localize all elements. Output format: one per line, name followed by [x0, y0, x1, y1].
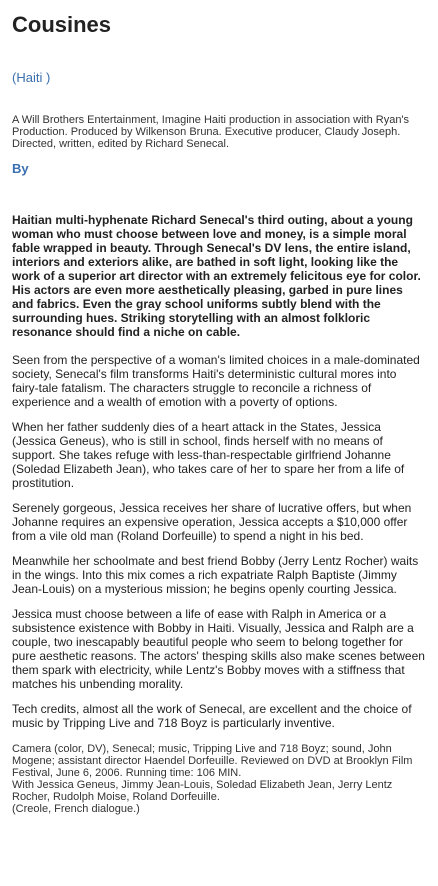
cast-list: With Jessica Geneus, Jimmy Jean-Louis, Soledad Elizabeth Jean, Jerry Lentz Rocher, Rudolph Moise, Roland Dorfeuille.: [12, 779, 393, 803]
tech-credits: Camera (color, DV), Senecal; music, Tripping Live and 718 Boyz; sound, John Mogene; assistant director Haendel Dorfeuille. Reviewed on DVD at Brooklyn Film Festival, June 6, 2006. Running time: 106 MIN.: [12, 743, 413, 779]
page-title: Cousines: [12, 12, 112, 37]
body-paragraph: Tech credits, almost all the work of Senecal, are excellent and the choice of music by Tripping Live and 718 Boyz is particularly inventive.: [12, 702, 412, 730]
production-credits: A Will Brothers Entertainment, Imagine Haiti production in association with Ryan's Production. Produced by Wilkenson Bruna. Executive producer, Claudy Joseph. Directed, written, edited by Richard Senecal.: [12, 114, 410, 150]
byline[interactable]: By: [12, 161, 29, 176]
language-note: (Creole, French dialogue.): [12, 803, 140, 815]
country-link[interactable]: (Haiti ): [12, 70, 51, 85]
body-paragraph: When her father suddenly dies of a heart attack in the States, Jessica (Jessica Geneus), who is still in school, finds herself with no means of support. She takes refuge with less-than-respectable girlfriend Johanne (Soledad Elizabeth Jean), who takes care of her to spare her from a life of prostitution.: [12, 420, 405, 490]
body-paragraph: Meanwhile her schoolmate and best friend Bobby (Jerry Lentz Rocher) waits in the wings. Into this mix comes a rich expatriate Ralph Baptiste (Jimmy Jean-Louis) on a mysterious mission; he begins openly courting Jessica.: [12, 554, 419, 596]
lead-paragraph: Haitian multi-hyphenate Richard Senecal's third outing, about a young woman who must choose between love and money, is a simple moral fable wrapped in beauty. Through Senecal's DV lens, the entire island, interiors and exteriors alike, are bathed in soft light, looking like the work of a superior art director with an extremely felicitous eye for color. His actors are even more aesthetically pleasing, garbed in pure lines and fabrics. Even the gray school uniforms subtly blend with the surrounding hues. Striking storytelling with an almost folkloric resonance should find a niche on cable.: [12, 213, 421, 339]
credits-footer: [12, 743, 426, 815]
body-paragraph: Serenely gorgeous, Jessica receives her share of lucrative offers, but when Johanne requires an expensive operation, Jessica accepts a $10,000 offer from a vile old man (Roland Dorfeuille) to spend a night in his bed.: [12, 501, 412, 543]
article-body: [12, 353, 426, 730]
body-paragraph: Jessica must choose between a life of ease with Ralph in America or a subsistence existence with Bobby in Haiti. Visually, Jessica and Ralph are a couple, two inescapably beautiful people who seem to belong together for pure aesthetic reasons. The actors' thesping skills also make scenes between them spark with electricity, while Lentz's Bobby moves with a stiffness that matches his unbending morality.: [12, 607, 425, 691]
body-paragraph: Seen from the perspective of a woman's limited choices in a male-dominated society, Senecal's film transforms Haiti's deterministic cultural mores into fairy-tale fatalism. The characters struggle to reconcile a richness of experience and a wealth of emotion with a poverty of options.: [12, 353, 420, 409]
